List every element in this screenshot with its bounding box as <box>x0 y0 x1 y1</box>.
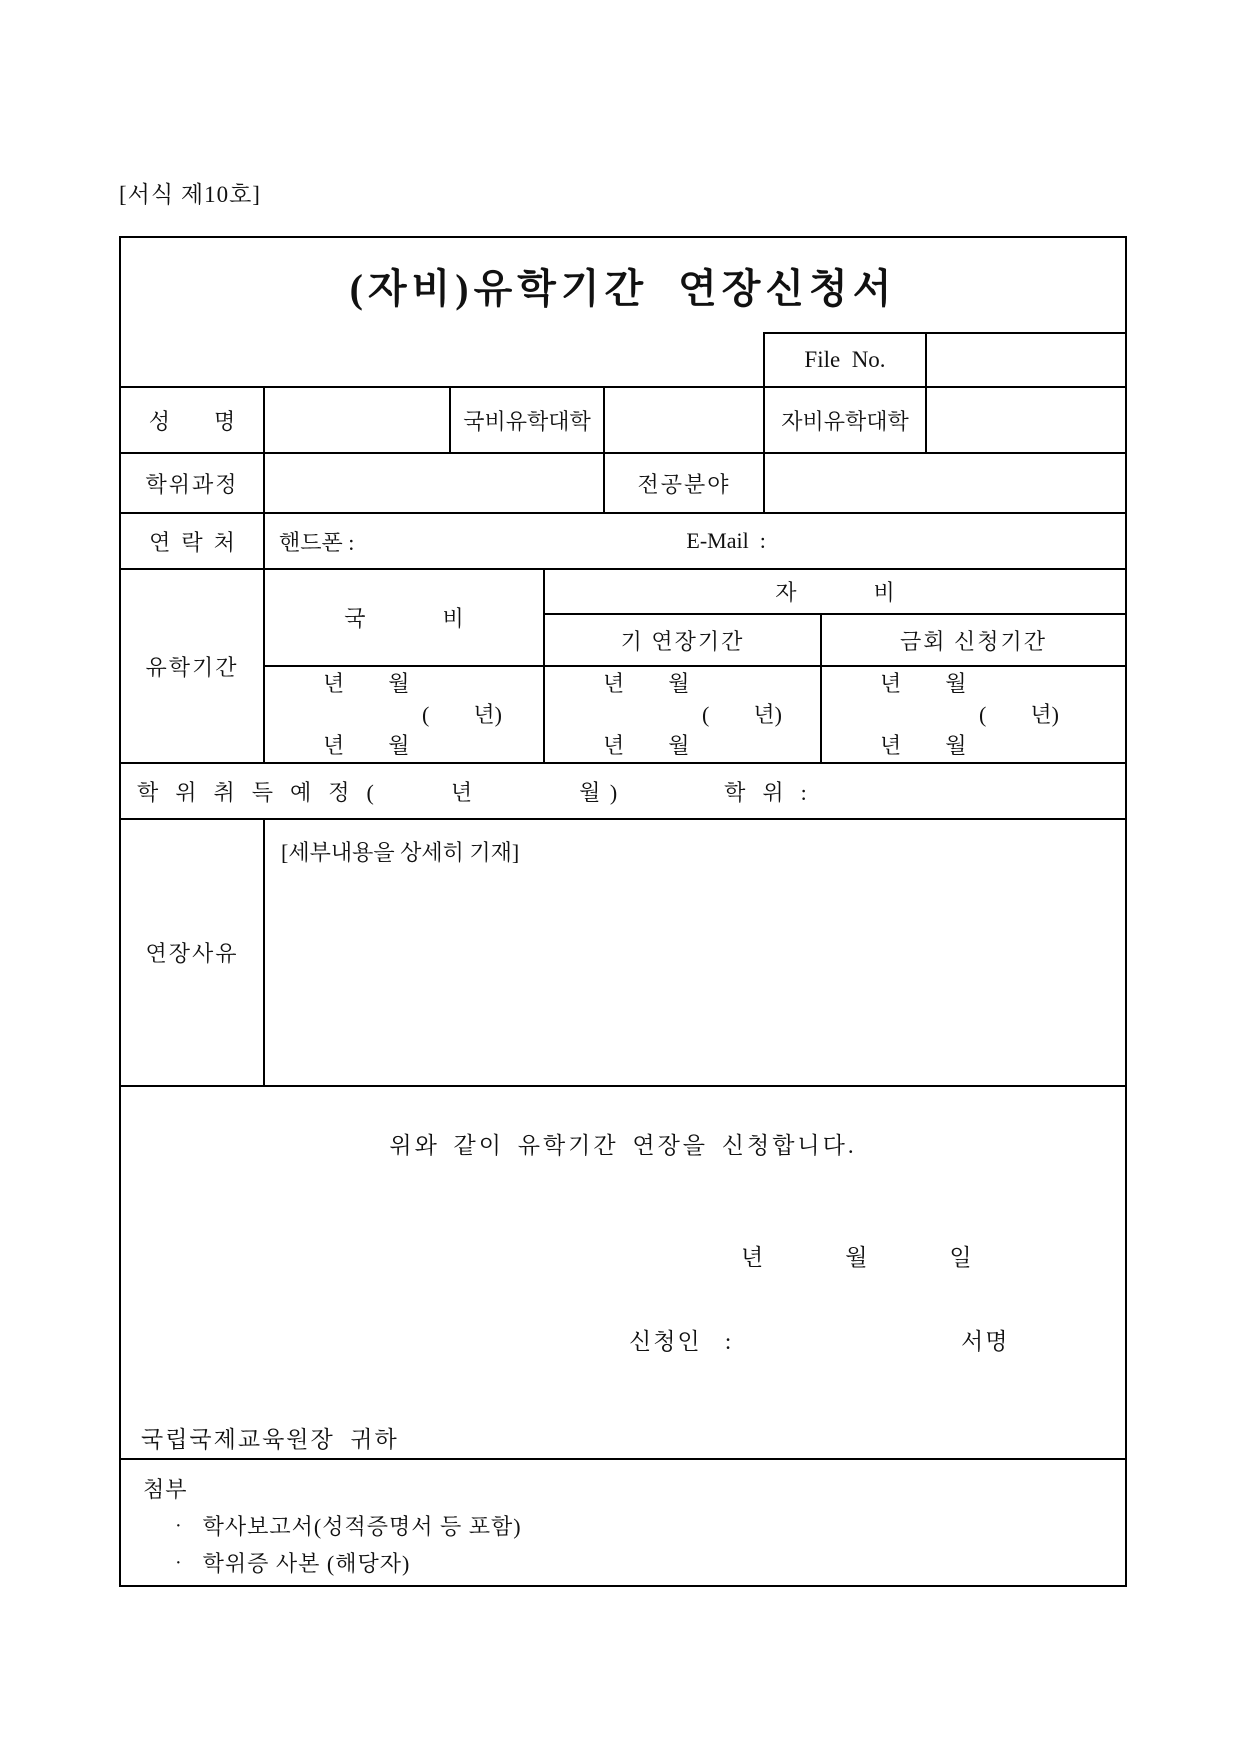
extension-reason-content-cell <box>265 820 1125 1087</box>
date-line: 년 월 일 <box>741 1245 973 1270</box>
declaration-section <box>121 1087 1125 1460</box>
form-number-label: [서식 제10호] <box>119 182 261 207</box>
period-line: 년 월 <box>323 671 410 696</box>
file-no-value-cell <box>927 332 1125 388</box>
extension-reason-label-cell: 연장사유 <box>121 820 265 1087</box>
form-title: (자비)유학기간 연장신청서 <box>349 265 897 311</box>
applicant-label: 신청인 : <box>629 1329 734 1354</box>
title-spacer-cell <box>121 332 765 388</box>
email-label: E-Mail : <box>686 528 766 553</box>
degree-course-label-cell: 학위과정 <box>121 454 265 514</box>
contact-value-cell <box>265 514 1125 570</box>
contact-label-cell: 연 락 처 <box>121 514 265 570</box>
study-period-label-cell: 유학기간 <box>121 570 265 764</box>
bullet-icon: · <box>175 1515 183 1537</box>
attachment-item-text: 학위증 사본 (해당자) <box>202 1551 411 1576</box>
name-label-cell: 성 명 <box>121 388 265 454</box>
prev-extension-header-cell: 기 연장기간 <box>545 615 822 667</box>
gov-funded-header-cell: 국 비 <box>265 570 545 667</box>
signature-label: 서명 <box>961 1329 1010 1354</box>
period-line: 년 월 <box>603 733 690 758</box>
self-university-label-cell: 자비유학대학 <box>765 388 927 454</box>
gov-period-cell <box>265 667 545 764</box>
self-funded-header-cell: 자 비 <box>545 570 1125 615</box>
current-request-period-cell <box>822 667 1125 764</box>
name-value-cell <box>265 388 451 454</box>
attachment-item-text: 학사보고서(성적증명서 등 포함) <box>202 1514 522 1539</box>
gov-university-value-cell <box>605 388 765 454</box>
period-line: 년 월 <box>603 671 690 696</box>
gov-university-label-cell: 국비유학대학 <box>451 388 605 454</box>
application-form-table <box>119 236 1127 1587</box>
bullet-icon: · <box>175 1552 183 1574</box>
phone-label: 핸드폰 : <box>279 529 355 555</box>
major-label-cell: 전공분야 <box>605 454 765 514</box>
attachment-item <box>143 1545 1125 1582</box>
period-line: 년 월 <box>880 671 967 696</box>
attachments-section <box>121 1460 1125 1585</box>
period-line: ( 년) <box>880 702 1059 727</box>
major-value-cell <box>765 454 1125 514</box>
recipient-line: 국립국제교육원장 귀하 <box>141 1427 399 1452</box>
reason-hint: [세부내용을 상세히 기재] <box>281 840 520 865</box>
self-university-value-cell <box>927 388 1125 454</box>
attachment-item <box>143 1508 1125 1545</box>
period-line: 년 월 <box>323 733 410 758</box>
prev-extension-period-cell <box>545 667 822 764</box>
degree-course-value-cell <box>265 454 605 514</box>
period-line: ( 년) <box>603 702 782 727</box>
file-no-label: File No. <box>765 332 927 388</box>
degree-expected-row: 학 위 취 득 예 정 ( 년 월 ) 학 위 : <box>121 764 1125 820</box>
attachments-label: 첨부 <box>143 1477 188 1502</box>
period-line: 년 월 <box>880 733 967 758</box>
period-line: ( 년) <box>323 702 502 727</box>
declaration-statement: 위와 같이 유학기간 연장을 신청합니다. <box>389 1133 857 1158</box>
current-request-header-cell: 금회 신청기간 <box>822 615 1125 667</box>
